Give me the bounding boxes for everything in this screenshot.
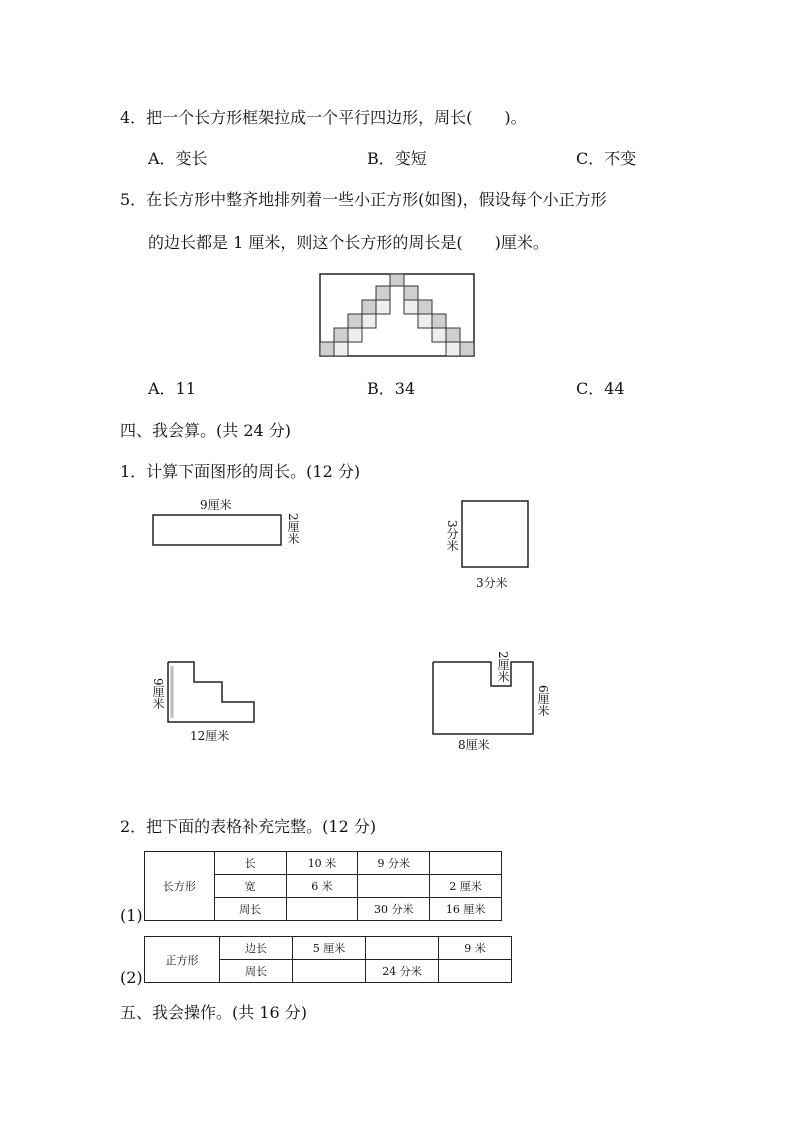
table-cell: 24 分米 [366, 960, 439, 983]
table-cell: 6 米 [286, 875, 358, 898]
table-cell: 2 厘米 [430, 875, 502, 898]
u-shape-width-label: 8厘米 [458, 738, 490, 752]
table-cell[interactable] [293, 960, 366, 983]
table-cell: 长 [214, 852, 286, 875]
stair-width-label: 12厘米 [190, 729, 230, 743]
table-cell[interactable] [430, 852, 502, 875]
square-height-label: 3分米 [445, 520, 459, 552]
rect-width-label: 2厘米 [286, 513, 300, 545]
table-cell: 周长 [214, 898, 286, 921]
section-4-question-1: 1．计算下面图形的周长。(12 分) [120, 462, 361, 481]
notched-rectangle-shape [431, 660, 535, 736]
table-cell[interactable] [286, 898, 358, 921]
section-4-question-2: 2．把下面的表格补充完整。(12 分) [120, 817, 377, 836]
rectangle-with-squares-figure [318, 272, 476, 358]
question-5-option-a[interactable]: A．11 [148, 379, 196, 398]
table-cell: 宽 [214, 875, 286, 898]
table-cell: 16 厘米 [430, 898, 502, 921]
section-4-heading: 四、我会算。(共 24 分) [120, 421, 292, 440]
table-cell: 30 分米 [358, 898, 430, 921]
question-5-stem-line1: 5．在长方形中整齐地排列着一些小正方形(如图)，假设每个小正方形 [120, 190, 607, 209]
u-shape-height-label: 6厘米 [536, 685, 550, 717]
table-1-label: (1) [120, 906, 143, 925]
question-4-option-a[interactable]: A．变长 [148, 149, 208, 168]
notch-depth-label: 2厘米 [496, 651, 510, 683]
table-cell[interactable] [439, 960, 512, 983]
staircase-shape [166, 660, 256, 724]
table-cell: 10 米 [286, 852, 358, 875]
rectangle-shape [152, 514, 284, 546]
question-4-option-b[interactable]: B．变短 [367, 149, 427, 168]
square-shape [461, 500, 531, 570]
section-5-heading: 五、我会操作。(共 16 分) [120, 1003, 308, 1022]
question-5-stem-line2: 的边长都是 1 厘米，则这个长方形的周长是( )厘米。 [148, 233, 549, 252]
stair-height-label: 9厘米 [151, 678, 165, 710]
rectangle-table [144, 851, 502, 921]
question-5-option-c[interactable]: C．44 [576, 379, 625, 398]
table-cell: 9 米 [439, 937, 512, 960]
table-cell: 5 厘米 [293, 937, 366, 960]
table-1-shape-cell: 长方形 [145, 852, 215, 921]
table-2-label: (2) [120, 968, 143, 987]
table-cell[interactable] [366, 937, 439, 960]
question-5-option-b[interactable]: B．34 [367, 379, 416, 398]
question-4-stem: 4．把一个长方形框架拉成一个平行四边形，周长( )。 [120, 108, 527, 127]
square-width-label: 3分米 [476, 576, 508, 590]
table-cell: 周长 [220, 960, 293, 983]
question-4-option-c[interactable]: C．不变 [576, 149, 637, 168]
table-2-shape-cell: 正方形 [145, 937, 220, 983]
table-cell: 9 分米 [358, 852, 430, 875]
table-cell: 边长 [220, 937, 293, 960]
table-cell[interactable] [358, 875, 430, 898]
rect-length-label: 9厘米 [200, 498, 232, 512]
square-table [144, 936, 512, 983]
